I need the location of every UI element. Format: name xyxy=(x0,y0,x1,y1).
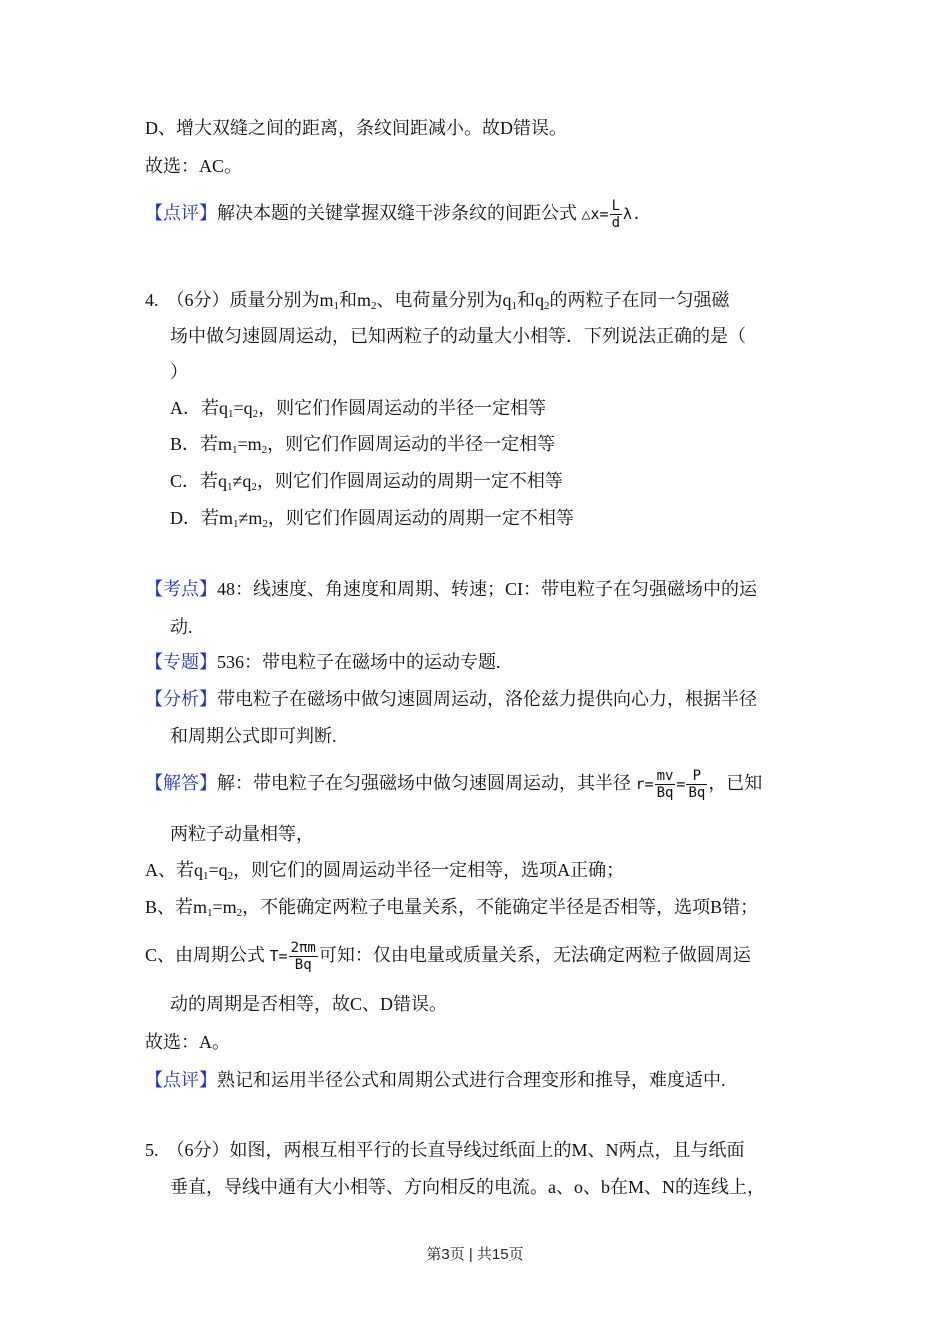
jieda: 【解答】解：带电粒子在匀强磁场中做匀速圆周运动，其半径 r= $\frac{mv}{Bq}$ = $\frac{P}{Bq}$ ，已知 xyxy=(145,768,763,801)
formula-period: T= $\frac{2\pi m}{Bq}$ xyxy=(269,940,316,973)
comment-prev xyxy=(145,198,641,231)
q4-stem-line2: 场中做匀速圆周运动，已知两粒子的动量大小相等．下列说法正确的是（ xyxy=(170,326,746,346)
q4-stem-line1: 4. （6分）质量分别为$m_1$和$m_2$、电荷量分别为$q_1$和$q_2$的两粒子在同一匀强磁 xyxy=(145,290,730,312)
q4-option-a: A．若$q_1=q_2$，则它们作圆周运动的半径一定相等 xyxy=(170,398,547,420)
q5-line1: 5. （6分）如图，两根互相平行的长直导线过纸面上的M、N两点，且与纸面 xyxy=(145,1140,745,1160)
dianping-tag: 【点评】 xyxy=(145,1070,217,1090)
q4-number: 4. xyxy=(145,290,159,310)
q4-stem-line3: ） xyxy=(170,362,188,382)
q4-score: （6分） xyxy=(166,290,230,310)
answer-ac: 故选：AC。 xyxy=(145,156,243,176)
solution-c: C、由周期公式 T= $\frac{2\pi m}{Bq}$ 可知：仅由电量或质量关系，无法确定两粒子做圆周运 xyxy=(145,940,751,973)
jieda-tag: 【解答】 xyxy=(145,773,217,793)
kaodian-tag: 【考点】 xyxy=(145,579,217,599)
dianping: 【点评】熟记和运用半径公式和周期公式进行合理变形和推导，难度适中. xyxy=(145,1070,726,1090)
comment-text: 解决本题的关键掌握双缝干涉条纹的间距公式 xyxy=(217,203,577,223)
option-d-explanation: D、增大双缝之间的距离，条纹间距减小。故D错误。 xyxy=(145,118,567,138)
fenxi: 【分析】带电粒子在磁场中做匀速圆周运动，洛伦兹力提供向心力，根据半径 xyxy=(145,689,757,709)
q4-option-b: B．若$m_1=m_2$，则它们作圆周运动的半径一定相等 xyxy=(170,434,556,456)
formula-fringe-spacing: △x= $\frac{L}{d}$ λ. xyxy=(581,198,642,231)
q4-option-d: D．若$m_1\ne m_2$，则它们作圆周运动的周期一定不相等 xyxy=(170,508,574,530)
kaodian: 【考点】48：线速度、角速度和周期、转速；CI：带电粒子在匀强磁场中的运 xyxy=(145,579,757,599)
jieda-cont: 两粒子动量相等， xyxy=(170,824,314,844)
solution-b: B、若$m_1=m_2$，不能确定两粒子电量关系，不能确定半径是否相等，选项B错； xyxy=(145,897,759,919)
q4-option-c: C．若$q_1\ne q_2$，则它们作圆周运动的周期一定不相等 xyxy=(170,471,563,493)
page-footer: 第3页 | 共15页 xyxy=(426,1246,524,1263)
answer-a: 故选：A。 xyxy=(145,1032,230,1052)
q5-score: （6分） xyxy=(166,1140,230,1160)
zhuanti: 【专题】536：带电粒子在磁场中的运动专题. xyxy=(145,652,501,672)
solution-a: A、若$q_1=q_2$，则它们的圆周运动半径一定相等，选项A正确； xyxy=(145,860,625,882)
formula-radius: r= $\frac{mv}{Bq}$ = $\frac{P}{Bq}$ xyxy=(635,768,706,801)
fenxi-tag: 【分析】 xyxy=(145,689,217,709)
q5-number: 5. xyxy=(145,1140,159,1160)
solution-c-cont: 动的周期是否相等，故C、D错误。 xyxy=(170,994,448,1014)
fenxi-cont: 和周期公式即可判断. xyxy=(170,726,337,746)
kaodian-cont: 动. xyxy=(170,617,193,637)
q5-line2: 垂直，导线中通有大小相等、方向相反的电流。a、o、b在M、N的连线上， xyxy=(170,1177,765,1197)
zhuanti-tag: 【专题】 xyxy=(145,652,217,672)
comment-tag: 【点评】 xyxy=(145,203,217,223)
